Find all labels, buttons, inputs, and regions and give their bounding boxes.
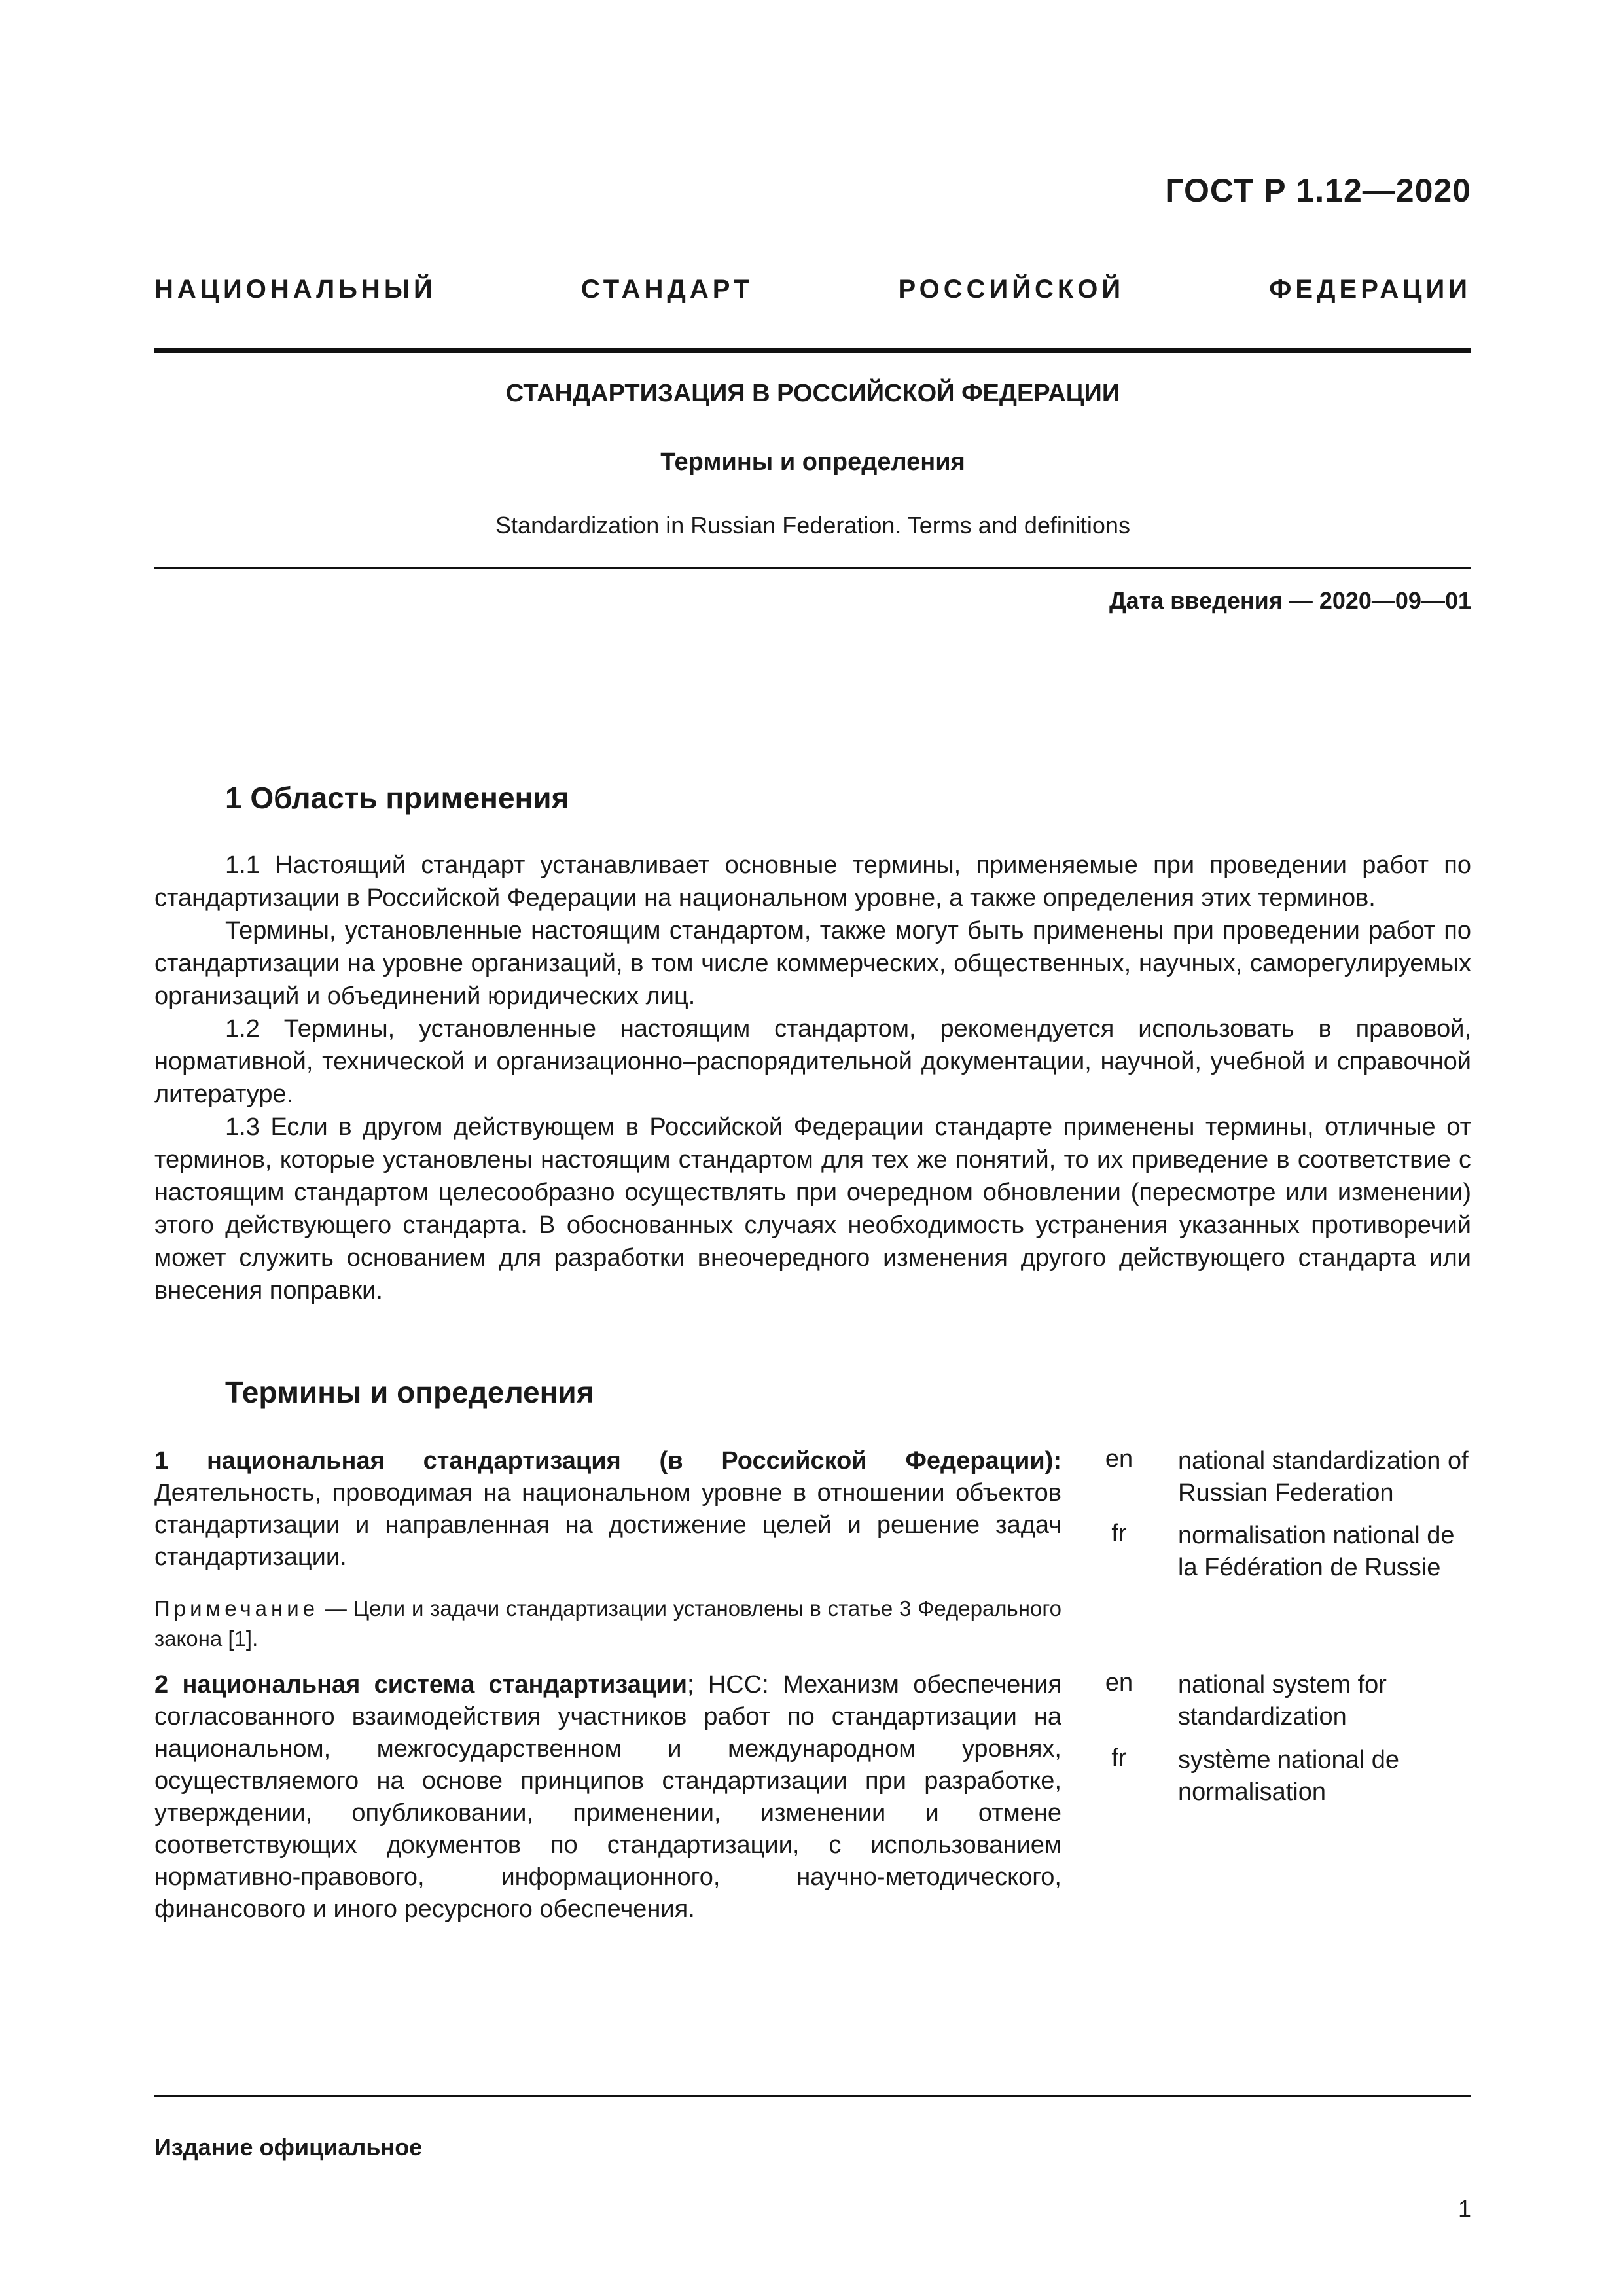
official-edition-label: Издание официальное (154, 2134, 423, 2161)
standard-subtitle: Термины и определения (660, 448, 965, 476)
term-number: 2 (154, 1671, 169, 1698)
lang-code-en: en (1105, 1445, 1133, 1473)
paragraph-1-3: 1.3 Если в другом действующем в Российской Федерации стандарте применены термины, отличные от терминов, которые установлены настоящим стандартом для тех же понятий, то их приведение в соответствие с настоящим стандартом целесообразно осуществлять при очередном обновлении (пересмотре или изменении) этого действующего стандарта. В обоснованных случаях необходимость устранения указанных противоречий может служить основанием для разработки внеочередного изменения другого действующего стандарта или внесения поправки. (154, 1113, 1471, 1304)
term-abbreviation: ; НСС: (687, 1671, 769, 1698)
english-equivalent: national system for standardization (1178, 1671, 1387, 1731)
national-standard-heading (154, 275, 1471, 304)
standard-english-title: Standardization in Russian Federation. Terms and definitions (495, 512, 1130, 539)
section-1-heading: 1 Область применения (225, 781, 569, 815)
title-divider (154, 567, 1471, 569)
header-divider-thick (154, 348, 1471, 353)
paragraph-1-2: 1.2 Термины, установленные настоящим стандартом, рекомендуется использовать в правовой, нормативной, технической и организационно–распорядительной документации, научной, учебной и справочной литературе. (154, 1015, 1471, 1108)
introduction-date: Дата введения — 2020—09—01 (1109, 587, 1471, 614)
note-label: Примечание (154, 1596, 319, 1621)
heading-word-4: ФЕДЕРАЦИИ (1269, 275, 1471, 304)
term-name: национальная система стандартизации (182, 1671, 687, 1698)
term-definition: Механизм обеспечения согласованного взаимодействия участников работ по стандартизации на национальном, межгосударственном и международном уровнях, осуществляемого на основе принципов стандартизации при разработке, утверждении, опубликовании, применении, изменении и отмене соответствующих документов по стандартизации, с использованием нормативно-правового, информационного, научно-методического, финансового и иного ресурсного обеспечения. (154, 1671, 1062, 1923)
note-text: — Цели и задачи стандартизации установлены в статье 3 Федерального закона [1]. (154, 1596, 1061, 1651)
lang-code-en: en (1105, 1669, 1133, 1696)
term-number: 1 (154, 1447, 169, 1475)
french-equivalent: normalisation national de la Fédération de Russie (1178, 1522, 1455, 1581)
lang-code-fr: fr (1111, 1744, 1127, 1772)
term-1-note (154, 1594, 1061, 1654)
term-definition: Деятельность, проводимая на национальном уровне в отношении объектов стандартизации и направленная на достижение целей и решение задач стандартизации. (154, 1479, 1061, 1571)
section-2-heading: Термины и определения (225, 1375, 594, 1409)
heading-word-1: НАЦИОНАЛЬНЫЙ (154, 275, 437, 304)
term-name: национальная стандартизация (в Российской Федерации): (206, 1447, 1062, 1475)
term-entry-1 (154, 1445, 1061, 1573)
lang-code-fr: fr (1111, 1520, 1127, 1547)
heading-word-2: СТАНДАРТ (580, 275, 754, 304)
page-number: 1 (1457, 2195, 1471, 2222)
french-equivalent: système national de normalisation (1178, 1746, 1399, 1806)
section-1-body (154, 849, 1471, 1307)
paragraph-1-1-cont: Термины, установленные настоящим стандартом, также могут быть применены при проведении работ по стандартизации на уровне организаций, в том числе коммерческих, общественных, научных, саморегулируемых организаций и объединений юридических лиц. (154, 917, 1471, 1010)
term-entry-2 (154, 1669, 1061, 1926)
paragraph-1-1: 1.1 Настоящий стандарт устанавливает основные термины, применяемые при проведении работ по стандартизации в Российской Федерации на национальном уровне, а также определения этих терминов. (154, 852, 1471, 912)
english-equivalent: national standardization of Russian Federation (1178, 1447, 1469, 1507)
standard-title: СТАНДАРТИЗАЦИЯ В РОССИЙСКОЙ ФЕДЕРАЦИИ (505, 380, 1120, 407)
footer-divider (154, 2095, 1471, 2097)
heading-word-3: РОССИЙСКОЙ (898, 275, 1125, 304)
document-number: ГОСТ Р 1.12—2020 (1165, 172, 1471, 209)
